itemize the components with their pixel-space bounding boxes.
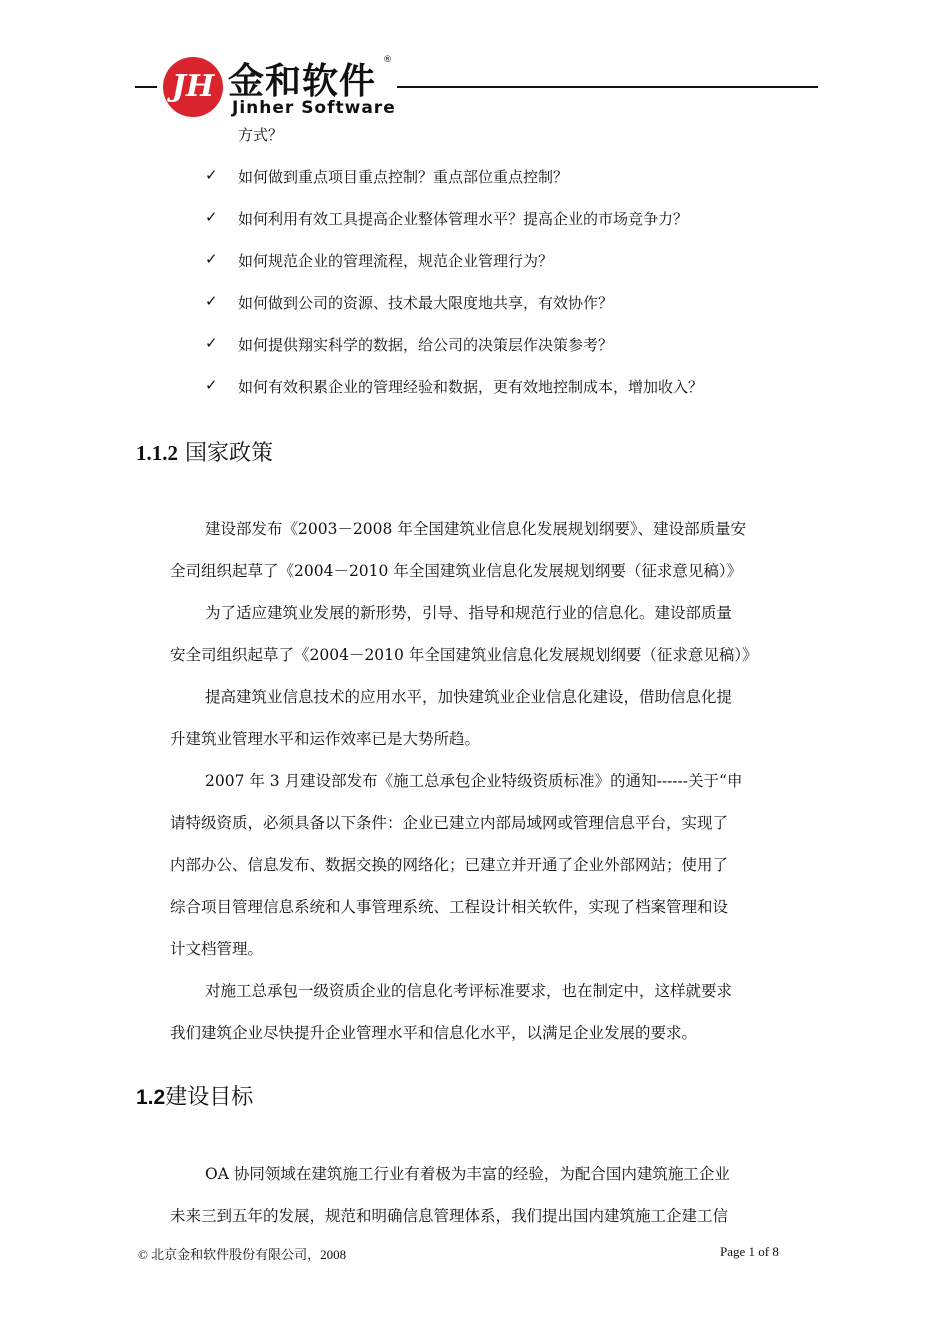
paragraph-line: 建设部发布《2003－2008 年全国建筑业信息化发展规划纲要》、建设部质量安 bbox=[205, 520, 747, 538]
section-title: 国家政策 bbox=[185, 441, 274, 466]
list-item-text: 如何利用有效工具提高企业整体管理水平？提高企业的市场竞争力？ bbox=[238, 210, 689, 228]
checkmark-icon: ✓ bbox=[205, 166, 218, 184]
continuation-text: 方式？ bbox=[238, 126, 284, 144]
jinher-logo-icon: JH bbox=[163, 57, 223, 117]
paragraph-line: 升建筑业管理水平和运作效率已是大势所趋。 bbox=[170, 730, 481, 748]
section-heading bbox=[136, 436, 273, 467]
checkmark-icon: ✓ bbox=[205, 334, 218, 352]
paragraph-line: 我们建筑企业尽快提升企业管理水平和信息化水平，以满足企业发展的要求。 bbox=[170, 1024, 698, 1042]
list-item-text: 如何做到公司的资源、技术最大限度地共享，有效协作？ bbox=[238, 294, 614, 312]
list-item-text: 如何有效积累企业的管理经验和数据，更有效地控制成本，增加收入？ bbox=[238, 378, 704, 396]
list-item-text: 如何提供翔实科学的数据，给公司的决策层作决策参考？ bbox=[238, 336, 614, 354]
section-heading bbox=[136, 1080, 253, 1111]
checkmark-icon: ✓ bbox=[205, 376, 218, 394]
paragraph-line: 内部办公、信息发布、数据交换的网络化；已建立并开通了企业外部网站；使用了 bbox=[170, 856, 729, 874]
paragraph-line: 请特级资质，必须具备以下条件：企业已建立内部局域网或管理信息平台，实现了 bbox=[170, 814, 729, 832]
footer-page-number: Page 1 of 8 bbox=[720, 1244, 779, 1259]
checkmark-icon: ✓ bbox=[205, 208, 218, 226]
checkmark-icon: ✓ bbox=[205, 292, 218, 310]
paragraph-line: 计文档管理。 bbox=[170, 940, 264, 958]
paragraph-line: 提高建筑业信息技术的应用水平，加快建筑业企业信息化建设，借助信息化提 bbox=[205, 688, 733, 706]
list-item-text: 如何规范企业的管理流程，规范企业管理行为？ bbox=[238, 252, 554, 270]
paragraph-line: 2007 年 3 月建设部发布《施工总承包企业特级资质标准》的通知------关于“申 bbox=[205, 772, 743, 790]
brand-name-en: Jinher Software bbox=[232, 98, 396, 118]
section-number: 1.1.2 bbox=[136, 441, 178, 465]
paragraph-line: 全司组织起草了《2004－2010 年全国建筑业信息化发展规划纲要（征求意见稿）》 bbox=[170, 562, 743, 580]
paragraph-line: 为了适应建筑业发展的新形势，引导、指导和规范行业的信息化。建设部质量 bbox=[205, 604, 733, 622]
paragraph-line: 安全司组织起草了《2004－2010 年全国建筑业信息化发展规划纲要（征求意见稿）》 bbox=[170, 646, 758, 664]
brand-name-cn: 金和软件 bbox=[228, 61, 377, 102]
paragraph-line: 对施工总承包一级资质企业的信息化考评标准要求，也在制定中，这样就要求 bbox=[205, 982, 733, 1000]
page-header bbox=[0, 0, 950, 130]
header-rule-left bbox=[135, 86, 157, 88]
registered-mark: ® bbox=[383, 55, 392, 65]
header-rule-right bbox=[397, 86, 818, 88]
paragraph-line: 综合项目管理信息系统和人事管理系统、工程设计相关软件，实现了档案管理和设 bbox=[170, 898, 729, 916]
section-number: 1.2 bbox=[136, 1086, 166, 1109]
paragraph-line: 未来三到五年的发展，规范和明确信息管理体系，我们提出国内建筑施工企建工信 bbox=[170, 1207, 729, 1225]
checkmark-icon: ✓ bbox=[205, 250, 218, 268]
footer-copyright: © 北京金和软件股份有限公司，2008 bbox=[138, 1247, 347, 1262]
paragraph-line: OA 协同领域在建筑施工行业有着极为丰富的经验，为配合国内建筑施工企业 bbox=[205, 1165, 730, 1183]
section-title: 建设目标 bbox=[165, 1085, 254, 1110]
list-item-text: 如何做到重点项目重点控制？重点部位重点控制？ bbox=[238, 168, 569, 186]
